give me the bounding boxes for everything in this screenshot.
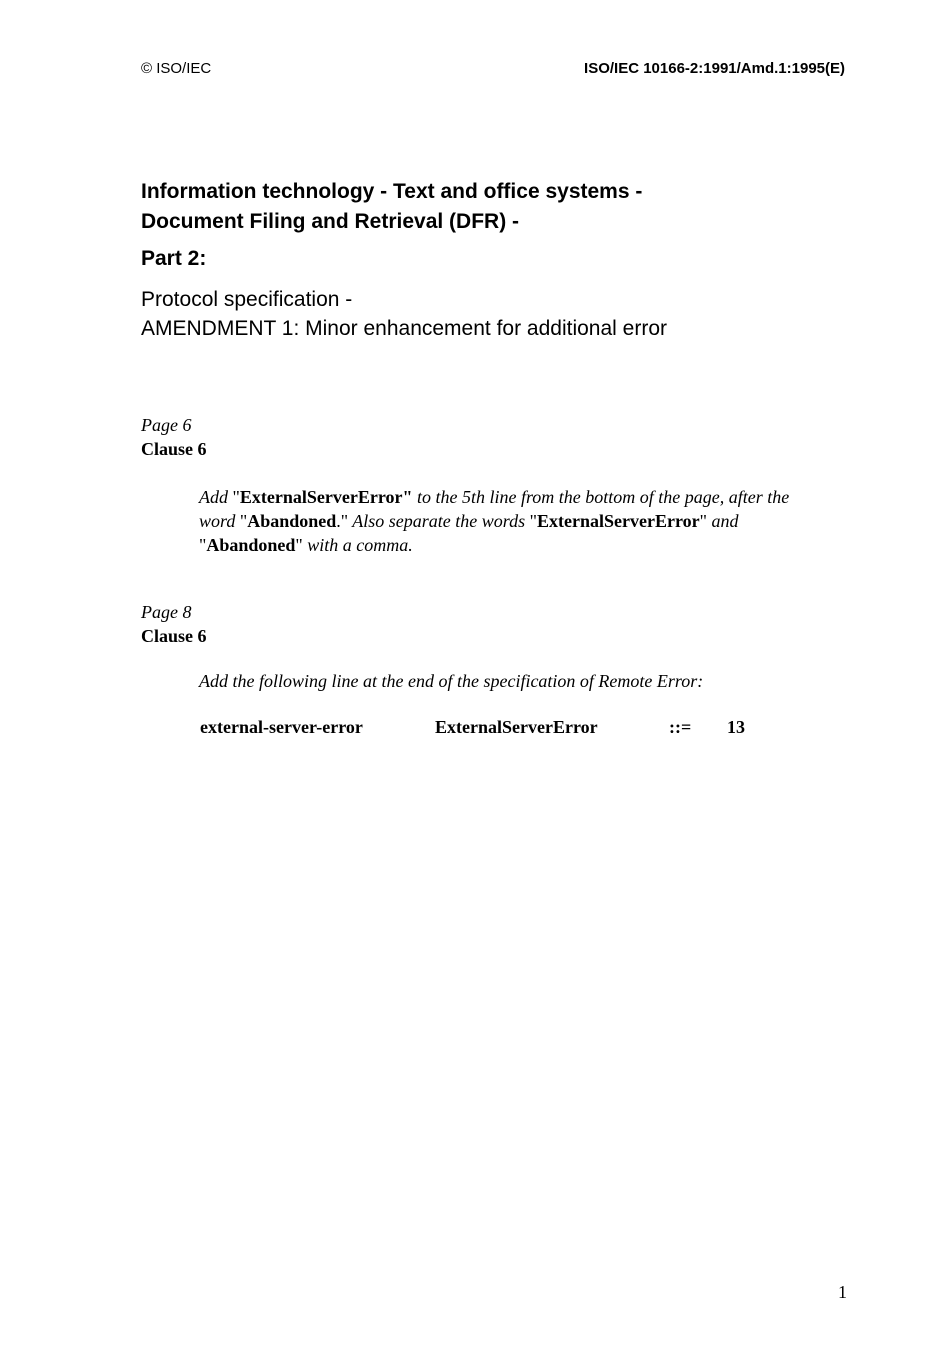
code-field-name: external-server-error (200, 717, 363, 737)
instr-text: and (706, 511, 739, 531)
instr-quote: " (529, 511, 537, 531)
instr-text: to the 5th line from the bottom of the page, after the word (199, 487, 790, 531)
instr-term: ExternalServerError (536, 511, 700, 531)
instr-text: Add (199, 487, 233, 507)
page-reference-6: Page 6 (141, 415, 192, 435)
amendment-instruction-1 (199, 485, 829, 557)
instr-text: with a comma. (302, 535, 413, 555)
code-field-value: 13 (727, 717, 745, 737)
instr-term: ExternalServerError" (239, 487, 413, 507)
instr-quote: " (295, 535, 303, 555)
title-line-2: Document Filing and Retrieval (DFR) - (141, 210, 520, 233)
clause-reference-2: Clause 6 (141, 626, 207, 646)
document-subtitle (141, 285, 667, 343)
title-line-1: Information technology - Text and office systems - (141, 180, 643, 203)
page-reference-8: Page 8 (141, 602, 192, 622)
document-title (141, 177, 642, 237)
amendment-instruction-2: Add the following line at the end of the specification of Remote Error: (199, 671, 704, 691)
part-label: Part 2: (141, 247, 207, 270)
instr-term: Abandoned (247, 511, 337, 531)
page-number: 1 (838, 1282, 847, 1302)
instr-quote: ." (336, 511, 349, 531)
instr-quote: " (699, 511, 707, 531)
subtitle-line-1: Protocol specification - (141, 288, 353, 311)
subtitle-line-2: AMENDMENT 1: Minor enhancement for additional error (141, 317, 667, 340)
header-copyright: © ISO/IEC (141, 60, 212, 77)
code-assign-operator: ::= (669, 717, 692, 737)
code-field-type: ExternalServerError (435, 717, 598, 737)
clause-reference-1: Clause 6 (141, 439, 207, 459)
instr-quote: " (199, 535, 207, 555)
instr-text: Also separate the words (348, 511, 530, 531)
instr-quote: " (239, 511, 248, 531)
instr-term: Abandoned (206, 535, 296, 555)
header-document-id: ISO/IEC 10166-2:1991/Amd.1:1995(E) (584, 60, 845, 77)
instr-quote: " (232, 487, 240, 507)
